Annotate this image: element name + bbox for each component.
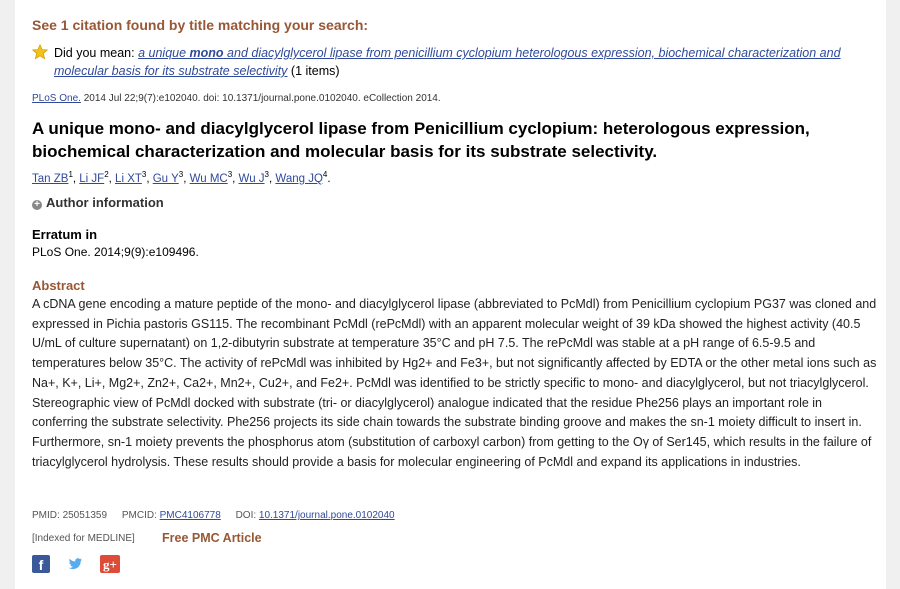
- author-link[interactable]: Wu J: [238, 172, 265, 185]
- erratum-value: PLoS One. 2014;9(9):e109496.: [32, 245, 199, 259]
- author-link[interactable]: Tan ZB: [32, 172, 69, 185]
- search-result-banner: See 1 citation found by title matching your search:: [32, 17, 369, 33]
- article-title: A unique mono- and diacylglycerol lipase from Penicillium cyclopium: heterologous expression, biochemical characterization and molecular basis for its substrate selectivity.: [32, 119, 810, 161]
- author-link[interactable]: Li JF: [79, 172, 105, 185]
- journal-link[interactable]: PLoS One.: [32, 93, 81, 104]
- suggestion-count: (1 items): [290, 64, 340, 78]
- author-link[interactable]: Li XT: [115, 172, 142, 185]
- twitter-icon[interactable]: [66, 555, 84, 573]
- svg-text:f: f: [38, 557, 44, 573]
- pmcid-link[interactable]: PMC4106778: [159, 510, 221, 521]
- did-you-mean: [32, 44, 877, 80]
- did-you-mean-label: Did you mean:: [54, 46, 135, 60]
- citation-details: 2014 Jul 22;9(7):e102040. doi: 10.1371/journal.pone.0102040. eCollection 2014.: [83, 93, 441, 104]
- star-icon: [32, 44, 48, 60]
- left-margin: [0, 0, 15, 589]
- expand-plus-icon: +: [32, 200, 42, 210]
- abstract-heading: Abstract: [32, 278, 85, 293]
- abstract-text: A cDNA gene encoding a mature peptide of the mono- and diacylglycerol lipase (abbreviated to PcMdl) from Penicillium cyclopium PG37 was cloned and expressed in Pichia pastoris GS115. The recombinant PcMdl (rePcMdl) with an apparent molecular weight of 39 kDa showed the highest activity (40.5 U/mL of culture supernatant) on 1,2-dibutyrin substrate at temperature 35°C and pH 7.5. The rePcMdl was stable at a pH range of 6.5-9.5 and temperatures below 35°C. The activity of rePcMdl was inhibited by Hg2+ and Fe3+, but not significantly affected by EDTA or the other metal ions such as Na+, K+, Li+, Mg2+, Zn2+, Ca2+, Mn2+, Cu2+, and Fe2+. PcMdl was identified to be strictly specific to mono- and diacylglycerol, but not triacylglycerol. Stereographic view of PcMdl docked with substrate (tri- or diacylglycerol) analogue indicated that the residue Phe256 plays an important role in conferring the substrate selectivity. Phe256 projects its side chain towards the substrate binding groove and makes the sn-1 moiety difficult to insert in. Furthermore, sn-1 moiety prevents the phosphorus atom (substitution of carboxyl carbon) from getting to the Oγ of Ser145, which results in the failure of triacylglycerol hydrolysis. These results should provide a basis for molecular engineering of PcMdl and expand its applications in industries.: [32, 297, 877, 469]
- author-information-toggle[interactable]: + Author information: [32, 195, 164, 210]
- google-plus-icon[interactable]: [100, 555, 118, 573]
- author-link[interactable]: Wu MC: [189, 172, 228, 185]
- doi-link[interactable]: 10.1371/journal.pone.0102040: [258, 510, 395, 521]
- author-list: Tan $ZB^1$, Li $JF^2$, Li $XT^3$, Gu $Y^3$, Wu $MC^3$, Wu $J^3$, Wang $JQ^4$.: [32, 170, 331, 185]
- citation-line: [32, 93, 441, 104]
- suggested-title-link[interactable]: a unique mono and diacylglycerol lipase from penicillium cyclopium heterologous expression, biochemical characterization and molecular basis for its substrate selectivity: [54, 46, 841, 78]
- indexed-for-medline: [Indexed for MEDLINE]: [32, 533, 135, 544]
- pmid-value: 25051359: [62, 510, 108, 521]
- author-link[interactable]: Wang JQ: [275, 172, 323, 185]
- author-link[interactable]: Gu Y: [152, 172, 179, 185]
- right-margin: [886, 0, 900, 589]
- free-pmc-article-link[interactable]: Free PMC Article: [162, 531, 262, 545]
- svg-text:g+: g+: [103, 557, 117, 572]
- erratum-heading: Erratum in: [32, 227, 98, 242]
- facebook-icon[interactable]: [32, 555, 50, 573]
- identifiers-line: PMID: 25051359 PMCID: PMC4106778 DOI: 10.1371/journal.pone.0102040: [32, 510, 395, 521]
